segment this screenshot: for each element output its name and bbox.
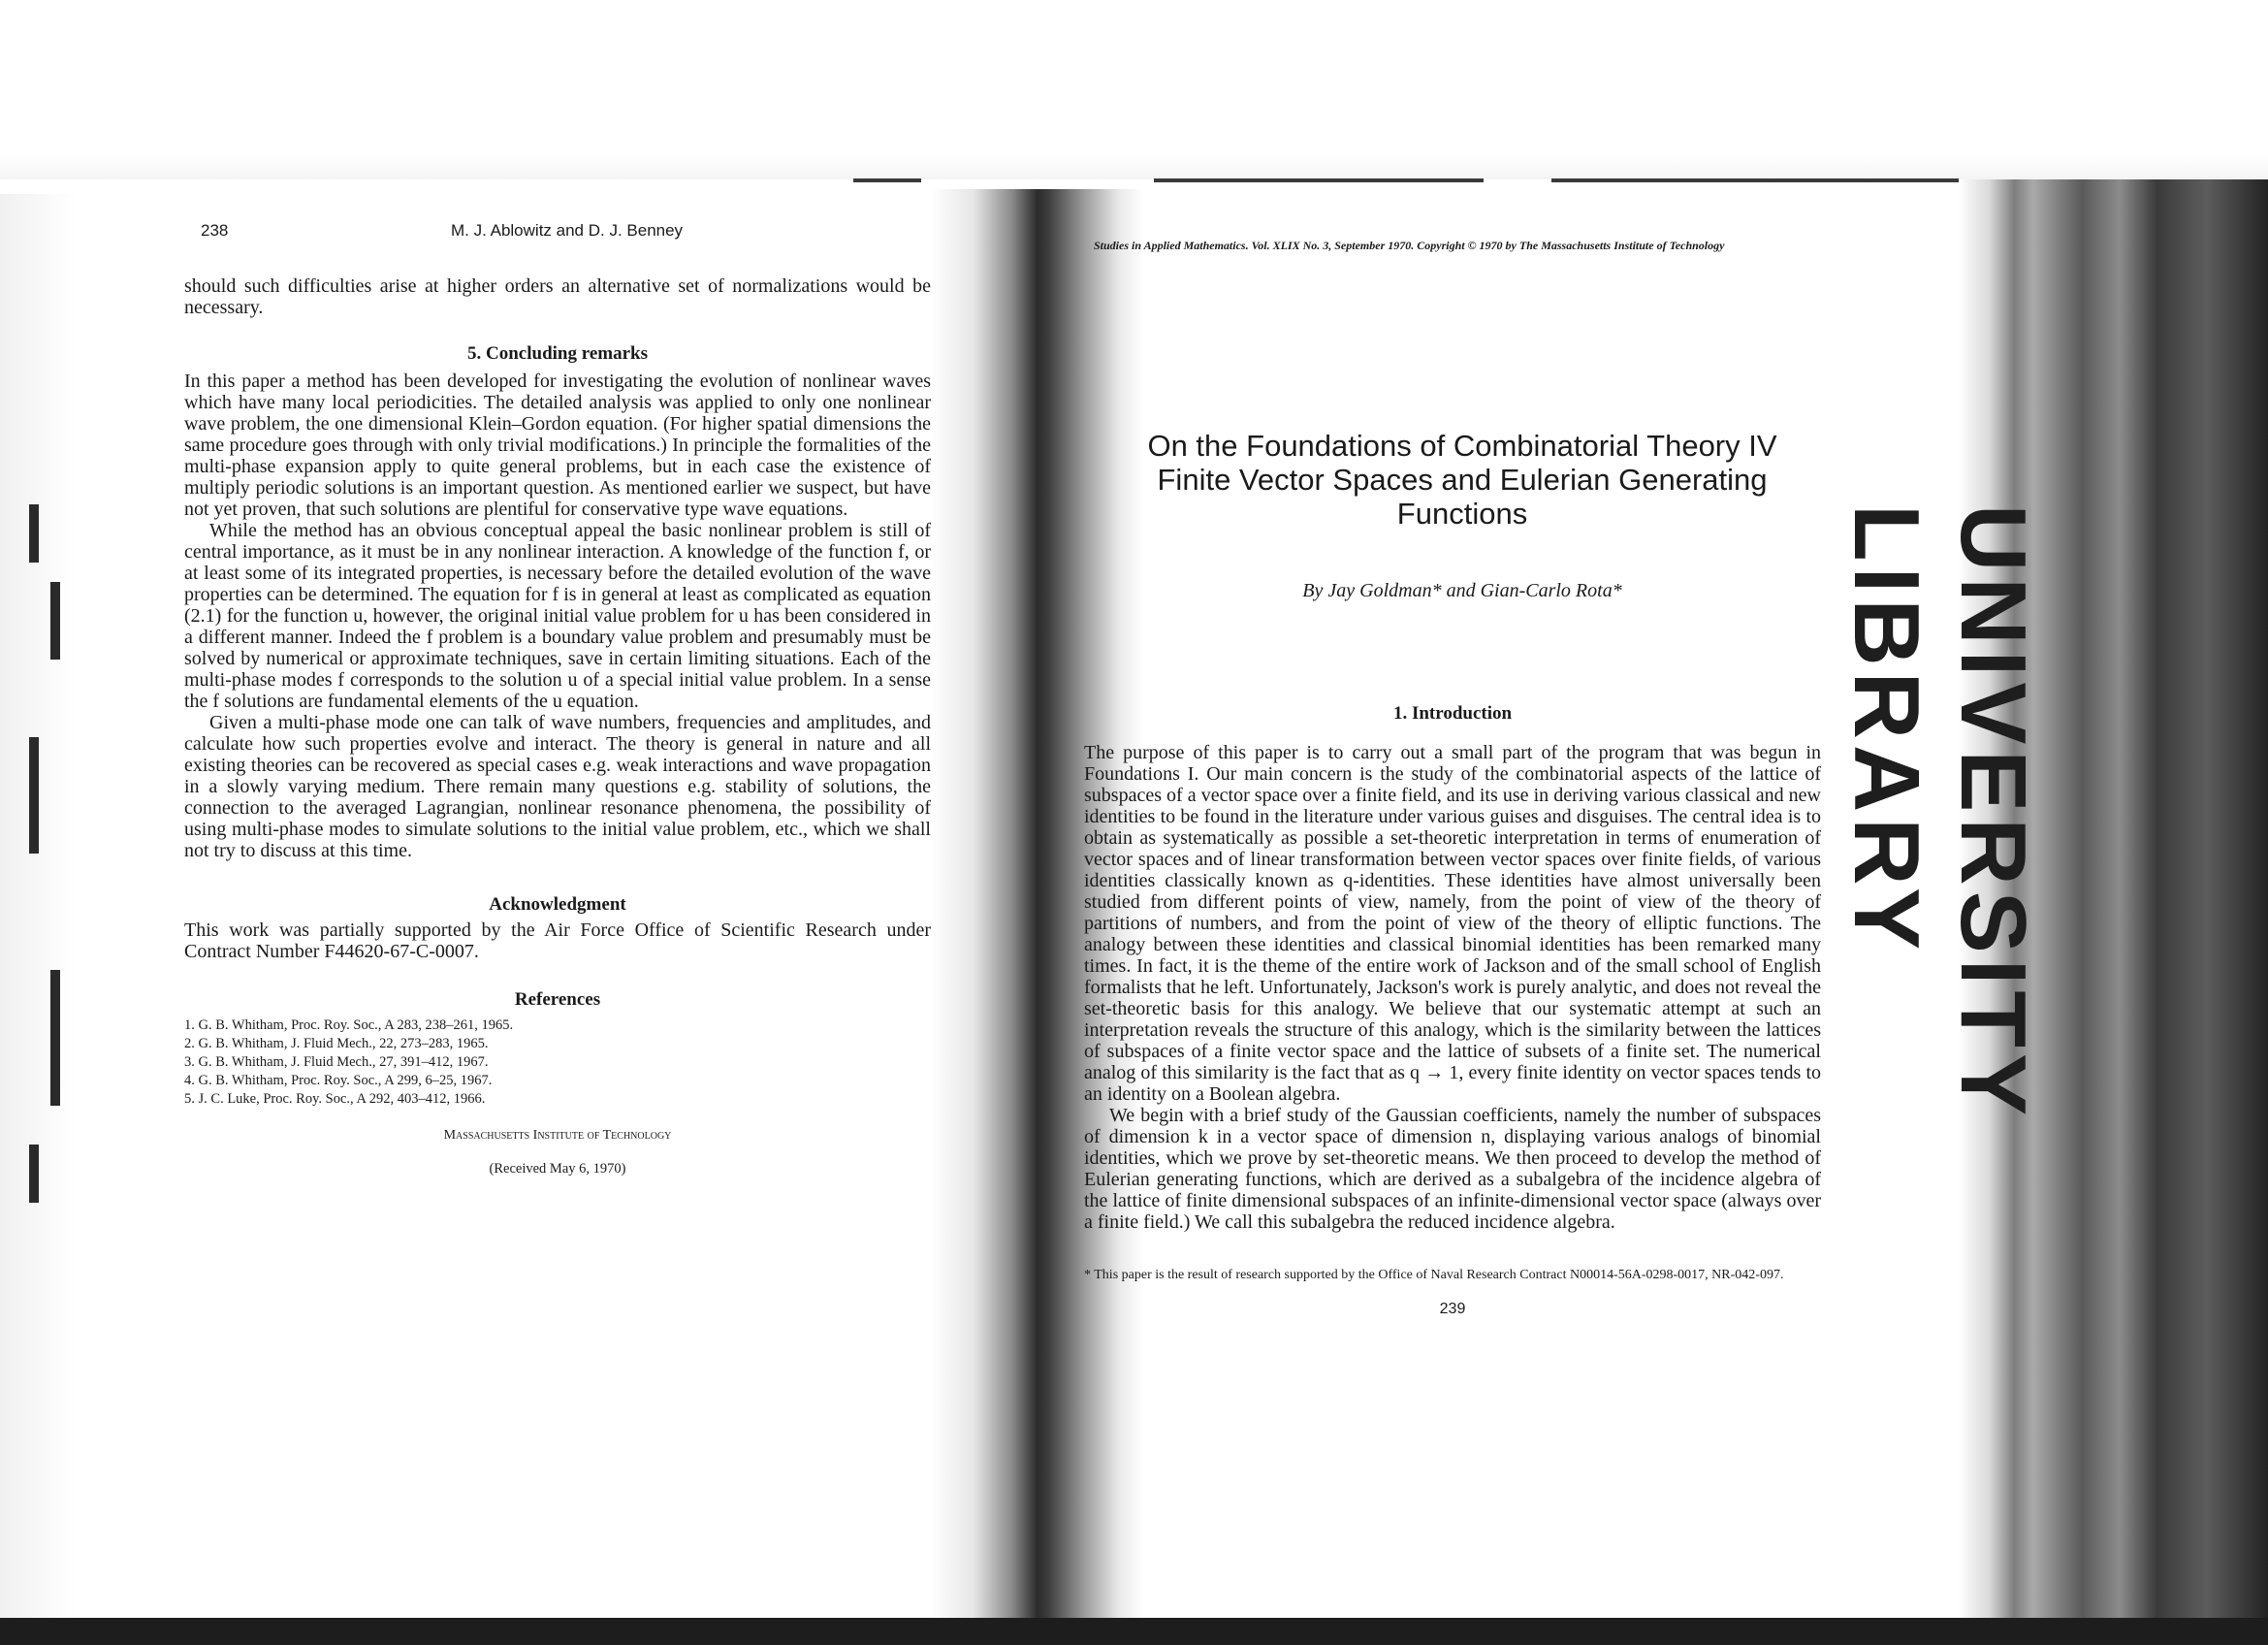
reference-list — [184, 1016, 931, 1109]
acknowledgment-heading: Acknowledgment — [489, 894, 626, 915]
journal-citation: Studies in Applied Mathematics. Vol. XLIX No. 3, September 1970. Copyright © 1970 by The Massachusetts Institute of Technology — [1094, 239, 1725, 252]
section-heading: 5. Concluding remarks — [467, 343, 648, 364]
reference-item: 1. G. B. Whitham, Proc. Roy. Soc., A 283, 238–261, 1965. — [184, 1017, 514, 1033]
acknowledgment-text: This work was partially supported by the Air Force Office of Scientific Research under Contract Number F44620-67-C-0007. — [184, 919, 931, 962]
affiliation: Massachusetts Institute of Technology — [443, 1128, 672, 1143]
paragraph: In this paper a method has been developed for investigating the evolution of nonlinear waves which have many local periodicities. The detailed analysis was applied to only one nonlinear wave problem, the one dimensional Klein–Gordon equation. (For higher spatial dimensions the same procedure goes through with only trivial modifications.) In principle the formalities of the multi-phase expansion apply to quite general problems, but in each case the existence of multiply periodic solutions is an important question. As mentioned earlier we suspect, but have not yet proven, that such solutions are plentiful for conservative type wave equations. — [184, 371, 931, 520]
left-page-number: 238 — [201, 221, 229, 240]
reference-item: 2. G. B. Whitham, J. Fluid Mech., 22, 273–283, 1965. — [184, 1036, 489, 1051]
continuation-paragraph: should such difficulties arise at higher orders an alternative set of normalizations would be necessary. — [184, 275, 931, 318]
scan-dash — [1154, 178, 1484, 182]
edge-mark — [50, 970, 60, 1106]
right-page — [1084, 703, 1821, 1318]
title-line: Finite Vector Spaces and Eulerian Generating — [1157, 463, 1768, 497]
paragraph: Given a multi-phase mode one can talk of wave numbers, frequencies and amplitudes, and calculate how such properties evolve and interact. The theory is general in nature and all existing theories can be recovered as special cases e.g. weak interactions and wave propagation in a slowly varying medium. There remain many questions e.g. stability of solutions, the connection to the averaged Lagrangian, nonlinear resonance phenomena, the possibility of using multi-phase modes to simulate solutions to the initial value problem, etc., which we shall not try to discuss at this time. — [184, 712, 931, 861]
edge-mark — [29, 737, 39, 854]
reference-item: 3. G. B. Whitham, J. Fluid Mech., 27, 391–412, 1967. — [184, 1054, 489, 1070]
paragraph: We begin with a brief study of the Gaussian coefficients, namely the number of subspaces of dimension k in a vector space of dimension n, displaying various analogs of binomial identities, which we prove by set-theoretic means. We then proceed to develop the method of Eulerian generating functions, which are derived as a subalgebra of the incidence algebra of the lattice of finite dimensional subspaces of an infinite-dimensional vector space (always over a finite field.) We call this subalgebra the reduced incidence algebra. — [1084, 1105, 1821, 1233]
title-line: On the Foundations of Combinatorial Theory IV — [1147, 429, 1777, 463]
article-title — [1094, 429, 1831, 531]
reference-item: 4. G. B. Whitham, Proc. Roy. Soc., A 299, 6–25, 1967. — [184, 1073, 493, 1088]
left-page — [184, 275, 931, 1177]
paragraph: The purpose of this paper is to carry out a small part of the program that was begun in Foundations I. Our main concern is the study of the combinatorial aspects of the lattice of subspaces of a vector space over a finite field, and its use in deriving various classical and new identities to be found in the literature under various guises and disguises. The central idea is to obtain as systematically as possible a set-theoretic interpretation in terms of enumeration of vector spaces and of linear transformation between vector spaces over finite fields, of various identities classically known as q-identities. These identities have almost universally been studied from different points of view, namely, from the point of view of the theory of partitions of numbers, and from the point of view of the theory of elliptic functions. The analogy between these identities and classical binomial identities has been remarked many times. In fact, it is the theme of the entire work of Jackson and of the small school of English formalists that he left. Unfortunately, Jackson's work is purely analytic, and does not reveal the set-theoretic basis for this analogy. We believe that our systematic attempt at such an interpretation reveals the structure of this analogy, which is the similarity between the lattices of subspaces of a finite vector space and the lattice of subsets of a finite set. The numerical analog of this similarity is the fact that as q → 1, every finite identity on vector spaces tends to an identity on a Boolean algebra. — [1084, 742, 1821, 1105]
left-running-head: M. J. Ablowitz and D. J. Benney — [451, 221, 684, 240]
edge-mark — [29, 504, 39, 563]
received-date: (Received May 6, 1970) — [489, 1161, 626, 1177]
title-line: Functions — [1396, 497, 1528, 531]
scan-background-top — [0, 0, 2268, 179]
paragraph: While the method has an obvious conceptual appeal the basic nonlinear problem is still of central importance, as it must be in any nonlinear interaction. A knowledge of the function f, or at least some of its integrated properties, is necessary before the detailed evolution of the wave properties can be determined. The equation for f is in general at least as complicated as equation (2.1) for the function u, however, the original initial value problem for u has been considered in a different manner. Indeed the f problem is a boundary value problem and presumably must be solved by numerical or approximate techniques, save in certain limiting situations. Each of the multi-phase modes f corresponds to the solution u of a special initial value problem. In a sense the f solutions are fundamental elements of the u equation. — [184, 520, 931, 712]
edge-mark — [50, 582, 60, 660]
references-heading: References — [514, 989, 601, 1010]
scan-dash — [1551, 178, 1959, 182]
authors: By Jay Goldman* and Gian-Carlo Rota* — [1302, 580, 1622, 601]
right-page-number: 239 — [1439, 1301, 1466, 1317]
edge-mark — [29, 1145, 39, 1203]
left-page-edge — [0, 194, 78, 1620]
scan-dash — [853, 178, 921, 182]
edge-stamp-text: UNIVERSITY LIBRARY — [1835, 504, 2045, 1120]
scan-bottom-edge — [0, 1618, 2268, 1645]
section-heading: 1. Introduction — [1392, 703, 1513, 724]
reference-item: 5. J. C. Luke, Proc. Roy. Soc., A 292, 403–412, 1966. — [184, 1091, 486, 1107]
footnote: * This paper is the result of research supported by the Office of Naval Research Contract N00014-56A-0298-0017, NR-042-097. — [1084, 1268, 1784, 1282]
